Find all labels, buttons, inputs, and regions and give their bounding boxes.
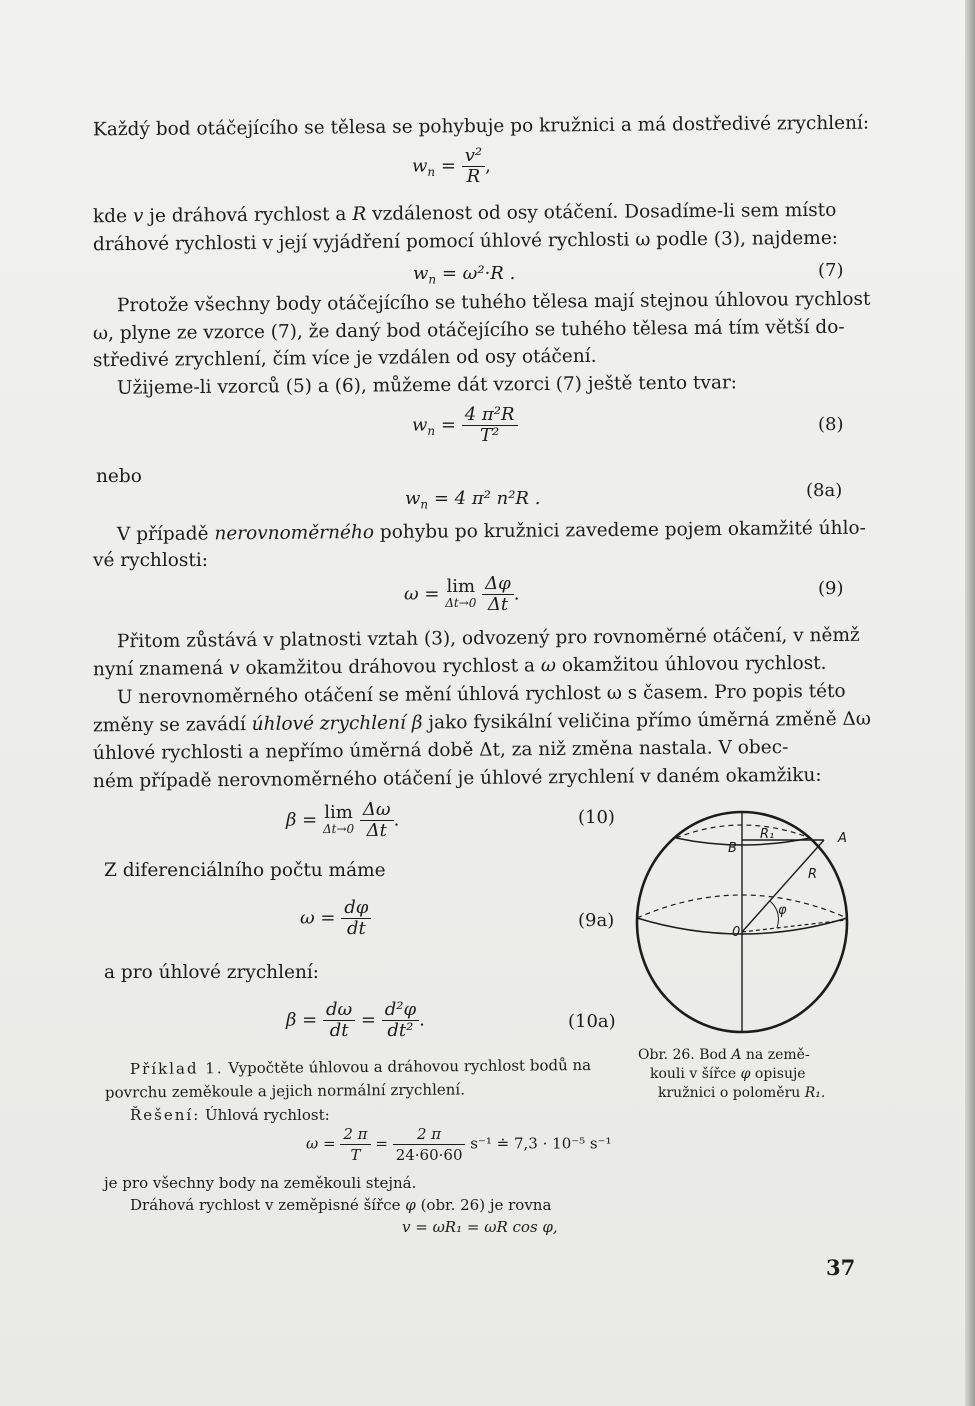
eq-fraction	[482, 574, 514, 615]
eq-text: w	[413, 263, 429, 284]
label-o: 0	[732, 925, 741, 940]
eq-lhs: ω	[306, 1134, 319, 1153]
eq-num: d²φ	[382, 1000, 419, 1021]
equation-7	[413, 263, 515, 287]
text-run: .	[820, 1085, 826, 1101]
text-line: Užijeme-li vzorců (5) a (6), můžeme dát vzorci (7) ještě tento tvar:	[116, 372, 738, 399]
text-run: Dráhová rychlost v zeměpisné šířce	[130, 1196, 406, 1214]
equation-number: (9)	[818, 578, 844, 599]
eq-num: Δφ	[482, 574, 514, 595]
eq-op: =	[424, 583, 440, 605]
eq-op: =	[323, 1134, 336, 1153]
eq-num: dφ	[341, 898, 371, 919]
text-run: na země-	[741, 1047, 810, 1063]
text-run-italic: v	[229, 657, 240, 680]
eq-sub: n	[428, 272, 437, 287]
eq-fraction	[340, 1124, 370, 1165]
page-spine-shadow	[965, 0, 975, 1406]
label-r: R	[808, 867, 818, 882]
eq-num: Δω	[360, 800, 394, 821]
eq-num: 2 π	[393, 1124, 466, 1145]
eq-text: = 4 π² n²R .	[428, 488, 541, 509]
text-run-italic: v	[132, 205, 144, 227]
text-run: změny se zavádí	[92, 714, 252, 737]
eq-lhs-sub: n	[427, 165, 436, 180]
eq-op: =	[302, 809, 318, 831]
eq-lhs: β	[286, 1009, 297, 1031]
example-line	[130, 1106, 330, 1124]
text-run-italic: φ	[405, 1196, 416, 1214]
text-line: Z diferenciálního počtu máme	[104, 860, 386, 881]
equation-centripetal	[412, 146, 491, 187]
eq-text: s⁻¹ ≐ 7,3 · 10⁻⁵ s⁻¹	[465, 1134, 612, 1153]
equation-number: (10a)	[568, 1011, 616, 1032]
eq-num: 2 π	[340, 1124, 370, 1145]
eq-op: =	[360, 1009, 376, 1031]
eq-den: T²	[479, 425, 500, 446]
eq-num: v²	[462, 146, 485, 167]
text-run: okamžitou úhlovou rychlost.	[555, 652, 827, 677]
text-run-italic: φ	[740, 1066, 751, 1082]
eq-sub: n	[420, 497, 429, 512]
latitude-front	[676, 838, 810, 845]
text-line: U nerovnoměrného otáčení se mění úhlová rychlost ω s časem. Pro popis této	[116, 680, 846, 709]
latitude-back	[676, 825, 810, 838]
text-line	[93, 200, 836, 228]
eq-den: Δt	[366, 820, 387, 841]
equation-number: (9a)	[578, 910, 615, 931]
eq-fraction	[323, 1000, 355, 1041]
equation-9a	[300, 898, 371, 939]
eq-limit	[445, 575, 477, 611]
eq-fraction	[462, 405, 518, 446]
eq-fraction	[341, 898, 371, 939]
text-run: okamžitou dráhovou rychlost a	[239, 655, 541, 679]
eq-lim: lim	[446, 575, 476, 597]
eq-tail: .	[419, 1009, 425, 1031]
eq-num: dω	[323, 1000, 355, 1021]
text-line: Každý bod otáčejícího se tělesa se pohybuje po kružnici a má dostředivé zrychlení:	[92, 112, 870, 141]
text-run: (obr. 26) je rovna	[415, 1196, 552, 1214]
equation-9	[404, 574, 520, 615]
eq-tail: .	[513, 583, 520, 605]
example-line	[130, 1056, 591, 1078]
example-label: Příklad 1.	[129, 1059, 224, 1079]
text-run: opisuje	[750, 1066, 806, 1082]
eq-lhs: w	[412, 414, 428, 436]
label-phi: φ	[778, 903, 787, 918]
eq-op: =	[440, 155, 456, 177]
radius-r	[742, 840, 824, 932]
eq-lim: lim	[324, 801, 353, 823]
eq-op: =	[302, 1009, 318, 1031]
text-run: V případě	[116, 523, 215, 546]
text-run: nyní znamená	[92, 658, 230, 681]
text-run-italic: R₁	[804, 1085, 821, 1101]
text-line: vé rychlosti:	[93, 550, 208, 571]
text-run: Obr. 26. Bod	[638, 1047, 732, 1063]
eq-fraction	[382, 1000, 419, 1041]
equation-8	[412, 405, 518, 446]
equation-number: (7)	[818, 260, 844, 281]
text-run-italic: ω	[540, 655, 557, 677]
figure-caption	[650, 1065, 806, 1083]
text-line: úhlové rychlosti a nepřímo úměrná době Δt, za niž změna nastala. V obec-	[92, 736, 789, 765]
eq-den: dt	[329, 1020, 349, 1041]
eq-den: dt	[346, 918, 366, 939]
eq-fraction	[462, 146, 485, 187]
text-line: Přitom zůstává v platnosti vztah (3), odvozený pro rovnoměrné otáčení, v němž	[116, 624, 860, 653]
text-run: Úhlová rychlost:	[200, 1106, 330, 1124]
text-run-italic: úhlové zrychlení β	[251, 712, 423, 736]
text-run: vzdálenost od osy otáčení. Dosadíme-li sem místo	[366, 199, 837, 225]
eq-text: = ω²·R .	[436, 263, 516, 284]
eq-lhs: ω	[300, 907, 315, 929]
eq-tail: ,	[485, 155, 491, 177]
eq-op: =	[320, 907, 336, 929]
example-line	[130, 1196, 551, 1214]
text-run: Vypočtěte úhlovou a dráhovou rychlost bodů na	[223, 1055, 592, 1078]
text-run: pohybu po kružnici zavedeme pojem okamžité úhlo-	[373, 517, 866, 544]
eq-den: dt²	[387, 1020, 414, 1041]
eq-den: Δt	[487, 594, 509, 615]
text-run-italic: nerovnoměrného	[214, 522, 375, 545]
text-line: středivé zrychlení, čím více je vzdálen od osy otáčení.	[92, 345, 597, 372]
figure-caption	[658, 1084, 825, 1102]
label-b: B	[728, 841, 737, 856]
eq-limit	[322, 801, 355, 837]
eq-lim-sub: Δt→0	[322, 821, 355, 836]
text-run-italic: A	[731, 1047, 742, 1063]
page-number: 37	[826, 1255, 856, 1280]
eq-den: T	[350, 1146, 361, 1164]
label-a: A	[838, 831, 847, 846]
eq-op: =	[440, 414, 456, 436]
figure-caption	[638, 1046, 810, 1064]
eq-op: =	[375, 1134, 388, 1153]
eq-den: R	[466, 166, 481, 187]
example-line: povrchu zeměkoule a jejich normální zrychlení.	[104, 1080, 466, 1102]
text-run: jako fysikální veličina přímo úměrná změně Δω	[422, 708, 872, 734]
text-run-italic: R	[352, 203, 367, 225]
eq-tail: .	[393, 809, 400, 831]
eq-fraction	[360, 800, 394, 841]
eq-den: 24·60·60	[395, 1146, 463, 1164]
equation-example-2: v = ωR₁ = ωR cos φ,	[402, 1218, 558, 1236]
equation-number: (10)	[578, 807, 615, 828]
text-line	[117, 518, 866, 547]
eq-lhs: w	[412, 155, 428, 177]
text-run: kde	[92, 205, 133, 228]
equation-8a	[405, 488, 540, 512]
example-line: je pro všechny body na zeměkouli stejná.	[104, 1174, 417, 1192]
text-run: kouli v šířce	[650, 1066, 741, 1082]
text-line	[93, 653, 827, 681]
text-run: kružnici o poloměru	[658, 1085, 805, 1101]
equation-10a	[286, 1000, 425, 1041]
eq-lhs: β	[286, 809, 297, 831]
eq-fraction	[393, 1124, 466, 1165]
text-line: a pro úhlové zrychlení:	[104, 962, 320, 983]
figure-sphere	[630, 800, 870, 1040]
text-line: Protože všechny body otáčejícího se tuhého tělesa mají stejnou úhlovou rychlost	[116, 288, 871, 317]
equation-10	[286, 800, 399, 841]
equation-number: (8)	[818, 414, 844, 435]
text-line	[93, 709, 871, 738]
eq-lhs-sub: n	[427, 424, 436, 439]
text-line: dráhové rychlosti v její vyjádření pomocí úhlové rychlosti ω podle (3), najdeme:	[92, 227, 839, 256]
example-label: Řešení:	[130, 1106, 201, 1124]
equation-number: (8a)	[806, 480, 843, 501]
equation-example	[306, 1124, 612, 1165]
text-line: ω, plyne ze vzorce (7), že daný bod otáčejícího se tuhého tělesa má tím větší do-	[92, 316, 845, 345]
text-line: nebo	[96, 466, 142, 487]
text-line: ném případě nerovnoměrného otáčení je úhlové zrychlení v daném okamžiku:	[92, 764, 822, 793]
label-r1: R₁	[760, 827, 775, 842]
text-run: je dráhová rychlost a	[143, 203, 353, 227]
eq-lhs: ω	[404, 583, 419, 605]
eq-text: w	[405, 488, 421, 509]
eq-num: 4 π²R	[462, 405, 518, 426]
eq-lim-sub: Δt→0	[445, 595, 477, 610]
